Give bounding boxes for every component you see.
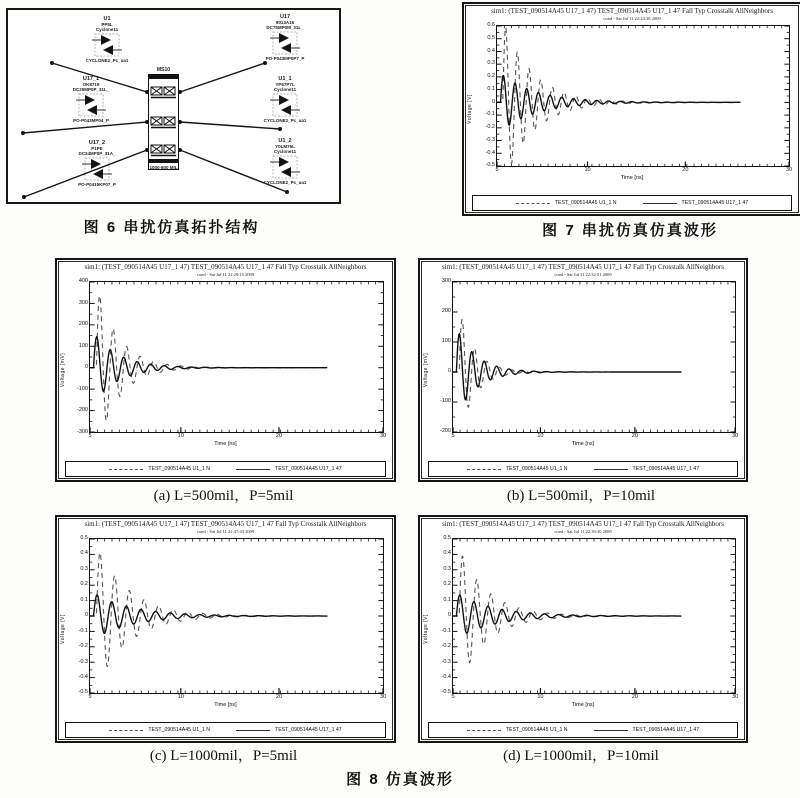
buffer-icon [80,157,114,181]
waveform-trace-solid [90,337,327,392]
component-label: U17 [279,14,291,20]
y-axis-label: Voltage [V] [467,94,473,124]
waveform-trace-dashed [90,296,327,421]
x-tick-label: 10 [537,433,544,439]
figure7-caption: 图 7 串扰仿真仿真波形 [542,222,718,239]
coupler-icon [150,85,177,99]
y-tick-label: -0.5 [441,689,451,696]
net-junction-dot [50,61,54,65]
y-tick-label: -0.4 [485,149,495,156]
net-junction-dot [263,61,267,65]
y-tick-label: -0.1 [485,111,495,118]
component-family-label: Cyclone11 [273,149,297,155]
legend-solid-line-sample [643,203,677,204]
y-tick-label: 100 [441,338,451,345]
x-tick-label: 5 [495,167,499,173]
component-label: U1_2 [278,138,292,144]
y-tick-label: 0.2 [487,73,495,80]
y-tick-label: 0.1 [443,596,451,603]
x-axis-tick-labels [88,693,387,701]
y-tick-label: -200 [439,428,451,435]
figure8b-plot [418,258,748,482]
component-part-label: PP5L [101,22,113,28]
legend-item [516,200,617,206]
figure8d-plot [418,515,748,743]
block-bottom-bar [148,159,179,163]
legend-label: TEST_090514A45 U17_1 47 [275,466,342,472]
plot-subtitle: cond - Sat Jul 11 22:24:38 2009 [603,16,661,21]
component-pin-label: CYCLONE2_Pc_ua1 [85,58,129,64]
legend-item [467,727,568,733]
component-u1-2 [248,138,322,185]
waveform-trace-dashed [90,553,327,667]
legend-item [643,200,749,206]
plot-title: sim1: (TEST_090514A45 U17_1 47) TEST_090514A45 U17_1 47 Fall Typ Crosstalk AllNeighbors [84,263,367,271]
legend-dashed-line-sample [109,469,143,470]
component-part-label: P1PE [91,146,103,152]
figure8a-plot [55,258,396,482]
y-tick-label: 100 [78,342,88,349]
plot-legend [65,461,386,477]
y-axis-tick-labels [77,279,90,435]
waveform-trace-dashed [453,320,681,407]
y-tick-label: 0 [84,364,88,370]
figure8c-plot [55,515,396,743]
plot-title: sim1: (TEST_090514A45 U17_1 47) TEST_090514A45 U17_1 47 Fall Typ Crosstalk AllNeighbors [442,520,724,528]
y-axis-tick-labels [442,536,453,696]
y-axis-tick-labels [440,279,453,435]
component-label: U17_1 [82,76,100,82]
y-tick-label: 0.2 [80,581,88,588]
plot-subtitle: cond - Sat Jul 11 22:37:43 2009 [196,529,255,534]
x-tick-label: 20 [682,167,689,173]
figure8c-caption: (c) L=1000mil，P=5mil [149,748,298,764]
component-family-label: DC75MP0M_31L_ [266,25,304,31]
plot-subtitle: cond - Sat Jul 11 22:32:51 2009 [554,272,612,277]
y-tick-label: -0.3 [441,658,451,665]
y-tick-label: -100 [76,385,88,392]
y-tick-label: 0.3 [443,565,451,572]
component-pin-label: CYCLONE2_Pc_ua1 [263,118,307,124]
block-length-label: 1000-800 MIL [149,165,178,170]
component-u1 [70,16,144,63]
y-tick-label: -0.4 [78,673,88,680]
coupler-icon [150,115,177,129]
plot-area [439,278,739,439]
y-tick-label: 0.1 [80,596,88,603]
figure7-plot [462,2,800,216]
legend-item [467,466,568,472]
net-junction-dot [22,195,26,199]
coupled-line-block [147,68,180,170]
block-top-bar [148,75,179,79]
component-label: U1 [103,16,111,22]
y-tick-label: -0.5 [485,162,495,169]
x-tick-label: 5 [88,694,92,700]
x-tick-label: 5 [88,433,92,439]
y-tick-label: 0.2 [443,581,451,588]
legend-item [236,466,342,472]
plot-area [485,22,793,173]
y-tick-label: 0 [491,98,495,105]
component-pin-label: PO-P0415KP07_P [78,182,116,188]
x-tick-label: 5 [451,433,455,439]
x-tick-label: 30 [731,433,739,439]
waveform-canvas [453,539,735,693]
legend-label: TEST_090514A45 U17_1 47 [681,200,749,206]
component-part-label: YP57P7L [275,82,295,88]
legend-label: TEST_090514A45 U1_1 N [505,466,568,472]
y-tick-label: 0.3 [487,60,495,67]
net-junction-dot [21,131,25,135]
x-tick-label: 10 [177,433,184,439]
component-label: U1_1 [278,76,292,82]
y-tick-label: 0.1 [487,85,495,92]
y-axis-label: Voltage [V] [60,614,66,644]
y-tick-label: -0.1 [441,627,451,634]
x-tick-label: 30 [379,433,387,439]
x-tick-label: 30 [785,167,793,173]
figure8d-caption: (d) L=1000mil，P=10mil [503,748,659,764]
plot-subtitle: cond - Sat Jul 11 22:39:30 2009 [554,529,612,534]
component-pin-label: PO-P043MP0P7_P [265,56,305,62]
x-tick-label: 20 [631,433,638,439]
component-family-label: Cyclone11 [273,87,297,93]
plot-subtitle: cond - Sat Jul 11 22:29:15 2009 [196,272,255,277]
component-label: U17_2 [88,140,106,146]
legend-label: TEST_090514A45 U1_1 N [505,727,568,733]
legend-label: TEST_090514A45 U1_1 N [554,200,617,206]
y-tick-label: 0.5 [443,535,451,541]
y-tick-label: 0.4 [487,47,495,54]
buffer-icon [74,93,108,117]
x-tick-label: 10 [537,694,544,700]
y-tick-label: -200 [76,407,88,413]
buffer-icon [268,155,302,179]
y-tick-label: -0.2 [441,643,451,650]
figure6-topology-diagram [6,8,341,204]
component-part-label: OK8719 [82,82,100,88]
x-tick-label: 10 [584,167,591,173]
plot-area [76,278,387,439]
legend-item [109,466,210,472]
legend-dashed-line-sample [467,469,501,470]
y-tick-label: -100 [439,398,451,405]
waveform-canvas [90,282,383,432]
y-tick-label: 0.3 [80,565,88,572]
component-u1-1 [248,76,322,123]
figure8b-caption: (b) L=500mil，P=10mil [506,488,656,504]
y-tick-label: -0.3 [485,136,495,143]
figure8a-caption: (a) L=500mil，P=5mil [153,488,294,504]
block-name-label: MS10 [156,67,171,73]
x-axis-label: Time [ns] [571,441,595,447]
component-u17-1 [54,76,128,123]
component-pin-label: CYCLONE2_Pc_ua1 [263,180,307,186]
y-tick-label: -0.1 [78,627,88,634]
y-axis-label: Voltage [mV] [423,352,429,388]
waveform-canvas [90,539,383,693]
legend-item [109,727,210,733]
y-tick-label: 0 [447,368,451,375]
y-tick-label: -300 [76,428,88,435]
legend-label: TEST_090514A45 U17_1 47 [632,727,700,733]
legend-dashed-line-sample [516,203,550,204]
buffer-icon [268,31,302,55]
y-axis-tick-labels [79,536,90,696]
y-tick-label: 200 [78,321,88,327]
waveform-trace-solid [453,334,681,400]
plot-title: sim1: (TEST_090514A45 U17_1 47) TEST_090514A45 U17_1 47 Fall Typ Crosstalk AllNeighbors [84,520,367,528]
legend-dashed-line-sample [109,730,143,731]
plot-area [78,535,387,700]
y-tick-label: 0.6 [487,22,495,28]
plot-legend [65,722,386,738]
x-axis-label: Time [ns] [620,175,644,181]
legend-item [594,727,700,733]
legend-solid-line-sample [236,469,270,470]
y-axis-tick-labels [486,23,497,169]
y-tick-label: 0.4 [443,550,451,557]
component-u17-2 [60,140,134,187]
legend-dashed-line-sample [467,730,501,731]
legend-item [236,727,342,733]
legend-label: TEST_090514A45 U17_1 47 [275,727,342,733]
y-axis-label: Voltage [mV] [60,352,66,388]
x-axis-tick-labels [451,432,739,440]
plot-area [441,535,739,700]
y-tick-label: 300 [441,278,451,284]
coupler-icon [150,143,177,157]
waveform-trace-dashed [453,556,681,662]
x-axis-label: Time [ns] [214,702,237,708]
legend-label: TEST_090514A45 U17_1 47 [632,466,700,472]
waveform-canvas [453,282,735,432]
y-tick-label: 0 [447,612,451,619]
y-tick-label: 400 [78,278,88,284]
legend-solid-line-sample [236,730,270,731]
x-axis-tick-labels [451,693,739,701]
y-tick-label: -0.4 [441,673,451,680]
component-family-label: Cyclone11 [95,27,119,33]
component-u17 [248,14,322,61]
plot-legend [472,195,792,211]
waveform-canvas [497,26,789,166]
x-axis-tick-labels [88,432,387,440]
component-pin-label: PO-P043MP04_P [73,118,109,124]
x-tick-label: 30 [379,694,387,700]
legend-solid-line-sample [594,730,628,731]
y-tick-label: 300 [78,299,88,306]
x-tick-label: 5 [451,694,455,700]
component-part-label: 9013A16 [275,20,295,26]
component-family-label: DC25MP0P_31L_ [72,87,110,93]
y-tick-label: 0 [84,612,88,619]
x-axis-label: Time [ns] [214,441,237,447]
y-tick-label: 0.4 [80,550,88,557]
net-junction-dot [278,127,282,131]
plot-title: sim1: (TEST_090514A45 U17_1 47) TEST_090514A45 U17_1 47 Fall Typ Crosstalk AllNeighbors [442,263,724,271]
x-tick-label: 20 [275,694,283,700]
legend-label: TEST_090514A45 U1_1 N [148,727,211,733]
y-tick-label: 0.5 [80,535,88,541]
y-axis-label: Voltage [V] [423,614,429,644]
legend-item [594,466,700,472]
y-tick-label: 200 [441,308,451,315]
x-tick-label: 10 [177,694,184,700]
net-junction-dot [285,190,289,194]
x-tick-label: 30 [731,694,739,700]
legend-label: TEST_090514A45 U1_1 N [148,466,211,472]
plot-legend [428,722,738,738]
plot-title: sim1: (TEST_090514A45 U17_1 47) TEST_090514A45 U17_1 47 Fall Typ Crosstalk AllNeighbors [491,7,773,15]
y-tick-label: -0.2 [78,643,88,650]
y-tick-label: -0.5 [78,689,88,696]
waveform-trace-dashed [497,28,741,164]
y-tick-label: -0.2 [485,124,495,131]
y-tick-label: 0.5 [487,34,495,41]
x-axis-label: Time [ns] [571,702,595,708]
x-axis-tick-labels [495,166,793,174]
buffer-icon [90,33,124,57]
figure6-caption: 图 6 串扰仿真拓扑结构 [83,219,260,236]
plot-legend [428,461,738,477]
figure8-caption: 图 8 仿真波形 [346,771,454,788]
y-tick-label: -0.3 [78,658,88,665]
x-tick-label: 20 [631,694,638,700]
x-tick-label: 20 [275,433,283,439]
component-part-label: Y0LM76L [275,144,295,150]
legend-solid-line-sample [594,469,628,470]
component-family-label: DC24MP0P_31A_ [78,151,116,157]
buffer-icon [268,93,302,117]
